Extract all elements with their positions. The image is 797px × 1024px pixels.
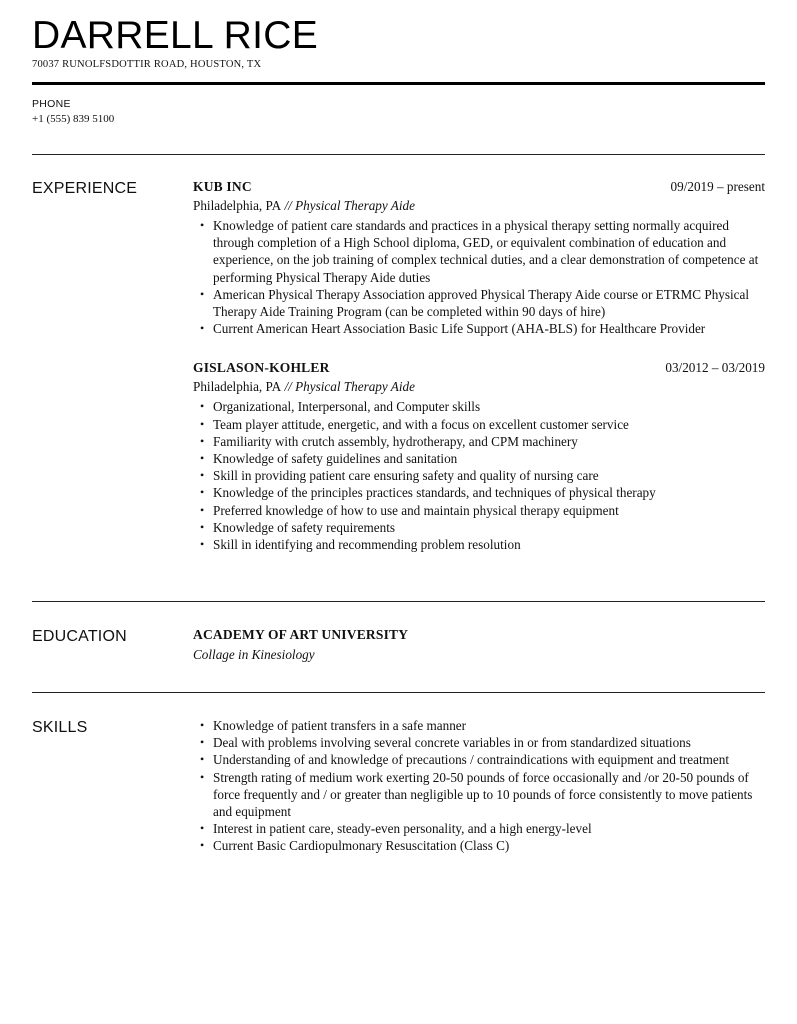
job-role: Physical Therapy Aide	[295, 379, 415, 395]
job-location: Philadelphia, PA	[193, 198, 282, 213]
skills-section	[193, 716, 765, 855]
job-company: GISLASON-KOHLER	[193, 360, 330, 376]
candidate-name: DARRELL RICE	[32, 14, 319, 57]
education-section-title: EDUCATION	[32, 628, 127, 645]
job-company: KUB INC	[193, 179, 252, 194]
skill-item: • Deal with problems involving several concrete variables in or from standardized situations	[213, 734, 765, 751]
skill-item: • Knowledge of patient transfers in a safe manner	[213, 717, 765, 734]
education-degree: Collage in Kinesiology	[193, 647, 315, 662]
job-separator: //	[281, 198, 296, 213]
job-header	[193, 359, 765, 378]
job-bullet: • Knowledge of patient care standards and practices in a physical therapy setting normally acquired through completion of a High School diploma, GED, or equivalent combination of education and experience, on the job training of complex technical duties, and a clear demonstration of competence at performing Physical Therapy Aide duties	[213, 217, 765, 286]
job-bullet: • Skill in identifying and recommending problem resolution	[213, 536, 765, 553]
experience-divider	[32, 601, 765, 602]
job-dates: 09/2019 – present	[670, 179, 765, 194]
job-location: Philadelphia, PA	[193, 379, 282, 395]
skills-list	[193, 717, 765, 855]
contact-divider	[32, 154, 765, 155]
job-bullet: • Preferred knowledge of how to use and maintain physical therapy equipment	[213, 502, 765, 519]
job-bullet: • Knowledge of the principles practices standards, and techniques of physical therapy	[213, 484, 765, 501]
job-role: Physical Therapy Aide	[295, 198, 415, 213]
job-bullet: • American Physical Therapy Association approved Physical Therapy Aide course or ETRMC Physical Therapy Aide Training Program (can be completed within 90 days of hire)	[213, 286, 765, 320]
candidate-address: 70037 RUNOLFSDOTTIR ROAD, HOUSTON, TX	[32, 59, 262, 70]
skill-item: • Interest in patient care, steady-even personality, and a high energy-level	[213, 820, 765, 837]
job-subtitle	[193, 197, 765, 216]
experience-section	[193, 178, 765, 575]
job-separator: //	[281, 379, 296, 395]
education-school: ACADEMY OF ART UNIVERSITY	[193, 627, 409, 642]
skill-item: • Current Basic Cardiopulmonary Resuscitation (Class C)	[213, 837, 765, 854]
job-bullet: • Knowledge of safety requirements	[213, 519, 765, 536]
job-header	[193, 178, 765, 197]
job-bullet: • Current American Heart Association Basic Life Support (AHA-BLS) for Healthcare Provider	[213, 320, 765, 337]
education-section	[193, 626, 765, 663]
skill-item: • Understanding of and knowledge of precautions / contraindications with equipment and treatment	[213, 751, 765, 768]
phone-label: PHONE	[32, 98, 71, 110]
skill-item: • Strength rating of medium work exerting 20-50 pounds of force occasionally and /or 20-50 pounds of force frequently and / or greater than negligible up to 10 pounds of force consistently to move patients and equipment	[213, 769, 765, 821]
phone-value: +1 (555) 839 5100	[32, 113, 115, 125]
job-bullet: • Skill in providing patient care ensuring safety and quality of nursing care	[213, 467, 765, 484]
job-bullet: • Team player attitude, energetic, and with a focus on excellent customer service	[213, 416, 765, 433]
job-bullet: • Organizational, Interpersonal, and Computer skills	[213, 398, 765, 415]
job-bullet-list	[193, 398, 765, 553]
job-entry	[193, 359, 765, 553]
experience-section-title: EXPERIENCE	[32, 180, 138, 197]
skills-section-title: SKILLS	[32, 719, 88, 736]
job-bullet-list	[193, 217, 765, 337]
education-divider	[32, 692, 765, 693]
job-dates: 03/2012 – 03/2019	[665, 360, 765, 376]
job-bullet: • Familiarity with crutch assembly, hydrotherapy, and CPM machinery	[213, 433, 765, 450]
header-divider	[32, 82, 765, 85]
job-bullet: • Knowledge of safety guidelines and sanitation	[213, 450, 765, 467]
job-subtitle	[193, 378, 765, 397]
job-entry	[193, 178, 765, 337]
